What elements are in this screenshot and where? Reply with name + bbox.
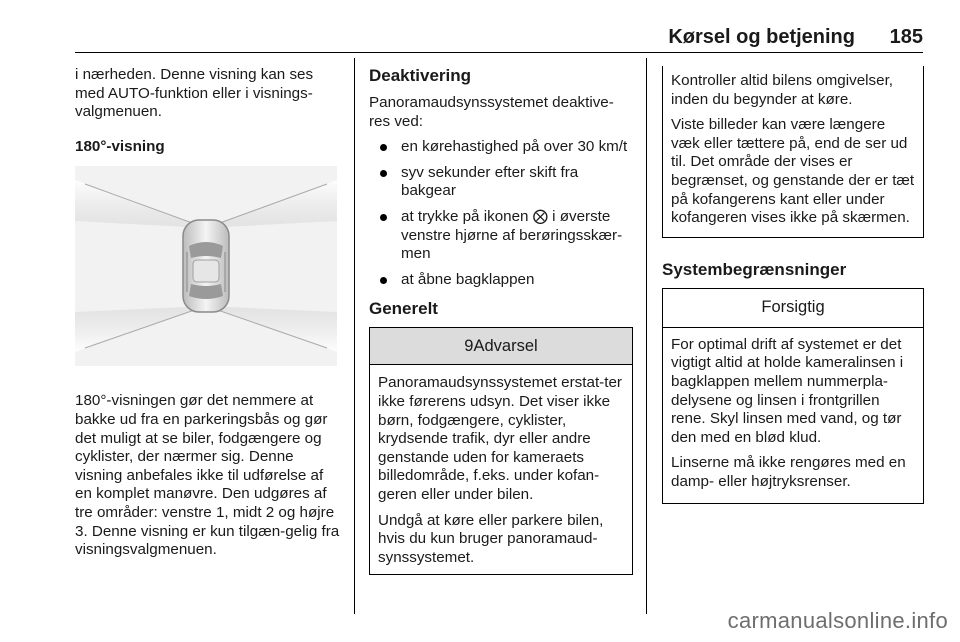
column-divider (354, 58, 355, 614)
deactivation-intro: Panoramaudsynssystemet deaktive-res ved: (369, 94, 614, 130)
page-header (75, 26, 923, 53)
heading-deactivation: Deaktivering (369, 66, 472, 85)
heading-general: Generelt (369, 299, 438, 319)
deactivation-list (369, 138, 633, 289)
car-top-view-illustration (75, 166, 337, 366)
heading-system-limitations: Systembegrænsninger (662, 259, 847, 279)
subheading-180-view: 180°-visning (75, 137, 165, 155)
list-item: syv sekunder efter skift fra bakgear (369, 164, 633, 201)
intro-paragraph: i nærheden. Denne visning kan ses med AUTO-funktion eller i visnings-valgmenuen. (75, 66, 314, 121)
warning-cont-paragraph-1: Kontroller altid bilens omgivelser, inden du begynder at køre. (671, 72, 894, 108)
caution-title: Forsigtig (663, 289, 923, 328)
body-paragraph-180-view: 180°-visningen gør det nemmere at bakke ud fra en parkeringsbås og gør det muligt at se biler, fodgængere og cyklister, der nærmer sig. Denne visning anbefales ikke til udførelse af en komplet manøvre. Den udgøres af tre områder: venstre 1, midt 2 og højre 3. Denne visning er kun tilgæn-gelig fra visningsvalgmenuen. (75, 392, 340, 559)
caution-paragraph-1: For optimal drift af systemet er det vigtigt altid at holde kameralinsen i bagklappen mellem nummerpla-delysene og linsen i frontgrillen rene. Skyl linsen med vand, og tør den med en blød klud. (671, 335, 904, 446)
list-item: en kørehastighed på over 30 km/t (369, 138, 633, 157)
column-middle (369, 66, 633, 575)
watermark: carmanualsonline.info (727, 608, 948, 633)
list-item: at trykke på ikonen ⨂ i øverste venstre hjørne af berøringsskær-men (369, 208, 633, 264)
page-number: 185 (889, 26, 923, 48)
column-divider (646, 58, 647, 614)
caution-box (662, 288, 924, 504)
warning-triangle-icon: 9 (464, 337, 474, 356)
column-right (662, 66, 924, 504)
warning-header (370, 327, 632, 365)
warning-title: Advarsel (473, 337, 538, 356)
header-title: Kørsel og betjening (668, 26, 855, 48)
warning-cont-paragraph-2: Viste billeder kan være længere væk eller tættere på, end de ser ud til. Det område der vises er begrænset, og genstande der er tæt på kofangerens kant eller under kofangeren vises ikke på skærmen. (671, 116, 915, 227)
figure-180-view-illustration (75, 166, 337, 366)
caution-paragraph-2: Linserne må ikke rengøres med en damp- eller højtryksrenser. (671, 454, 906, 490)
column-left (75, 66, 343, 567)
list-item: at åbne bagklappen (369, 271, 633, 290)
warning-paragraph-2: Undgå at køre eller parkere bilen, hvis du kun bruger panoramaud-synssystemet. (378, 511, 604, 566)
warning-box (369, 327, 633, 575)
warning-box-continued (662, 66, 924, 238)
warning-paragraph-1: Panoramaudsynssystemet erstat-ter ikke førerens udsyn. Det viser ikke børn, fodgængere, cyklister, krydsende trafik, dyr eller andre genstande uden for kameraets billedområde, f.eks. under kofan-geren eller under bilen. (378, 374, 622, 503)
